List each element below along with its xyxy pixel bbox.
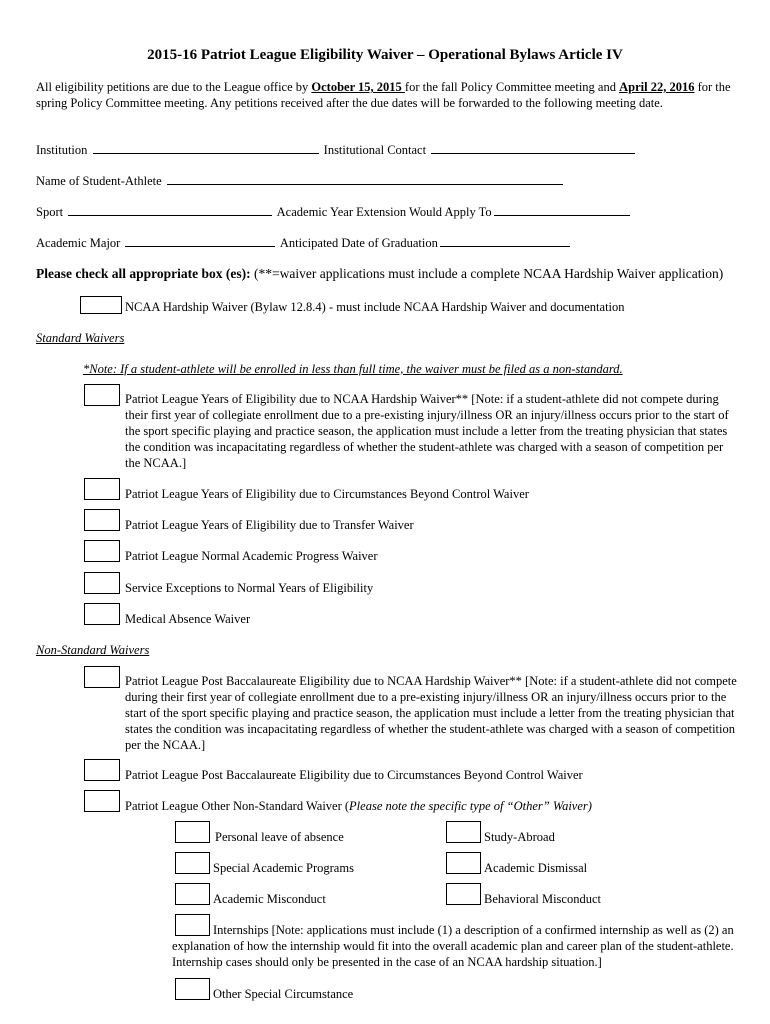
nonstandard-waivers-heading: Non-Standard Waivers	[36, 643, 150, 657]
other-special-label: Other Special Circumstance	[213, 987, 354, 1001]
year-extension-field[interactable]	[494, 203, 630, 216]
document-title: 2015-16 Patriot League Eligibility Waiver – Operational Bylaws Article IV	[147, 47, 623, 63]
personal-leave-checkbox[interactable]	[175, 821, 210, 843]
standard-waivers-heading: Standard Waivers	[36, 331, 125, 345]
sport-label: Sport	[36, 205, 64, 219]
institution-row	[36, 141, 637, 158]
std-service-exceptions-label: Service Exceptions to Normal Years of Eligibility	[125, 581, 374, 595]
fall-due-date: October 15, 2015	[311, 80, 405, 94]
sport-field[interactable]	[68, 203, 272, 216]
special-programs-checkbox[interactable]	[175, 852, 210, 874]
other-label-italic: Please note the specific type of “Other” Waiver)	[349, 799, 592, 813]
std-academic-progress-checkbox[interactable]	[84, 540, 120, 562]
study-abroad-checkbox[interactable]	[446, 821, 481, 843]
nonstd-beyond-control-label: Patriot League Post Baccalaureate Eligibility due to Circumstances Beyond Control Waiver	[125, 768, 583, 782]
major-label: Academic Major	[36, 236, 121, 250]
other-special-checkbox[interactable]	[175, 978, 210, 1000]
study-abroad-label: Study-Abroad	[484, 830, 555, 844]
std-beyond-control-checkbox[interactable]	[84, 478, 120, 500]
student-name-row	[36, 172, 565, 189]
std-medical-absence-label: Medical Absence Waiver	[125, 612, 251, 626]
nonstd-beyond-control-checkbox[interactable]	[84, 759, 120, 781]
intro-text-3: for the spring Policy Committee meeting. Any petitions received after the due dates will be forwarded to the following meeting date.	[36, 80, 731, 110]
internships-label: Internships [Note: applications must include (1) a description of a confirmed internship as well as (2) an explanation of how the internship would fit into the overall academic plan and career plan of the student-athlete. Internship cases should only be presented in the case of an NCAA hardship situation.]	[172, 923, 734, 969]
spring-due-date: April 22, 2016	[619, 80, 695, 94]
major-row	[36, 234, 572, 251]
academic-dismissal-checkbox[interactable]	[446, 852, 481, 874]
institutional-contact-label: Institutional Contact	[323, 143, 427, 157]
major-field[interactable]	[125, 234, 275, 247]
institution-field[interactable]	[93, 141, 319, 154]
ncaa-hardship-label: NCAA Hardship Waiver (Bylaw 12.8.4) - must include NCAA Hardship Waiver and documentation	[125, 300, 625, 314]
institution-label: Institution	[36, 143, 88, 157]
std-service-exceptions-checkbox[interactable]	[84, 572, 120, 594]
behavioral-misconduct-checkbox[interactable]	[446, 883, 481, 905]
intro-text-2: for the fall Policy Committee meeting and	[404, 80, 620, 94]
ncaa-hardship-checkbox[interactable]	[80, 296, 122, 314]
intro-paragraph	[36, 79, 736, 111]
std-transfer-checkbox[interactable]	[84, 509, 120, 531]
student-name-field[interactable]	[167, 172, 563, 185]
std-transfer-label: Patriot League Years of Eligibility due to Transfer Waiver	[125, 518, 414, 532]
personal-leave-label: Personal leave of absence	[215, 830, 344, 844]
intro-text-1: All eligibility petitions are due to the League office by	[36, 80, 312, 94]
sport-row	[36, 203, 632, 220]
check-instruction-rest: (**=waiver applications must include a complete NCAA Hardship Waiver application)	[250, 266, 724, 281]
special-programs-label: Special Academic Programs	[213, 861, 354, 875]
student-name-label: Name of Student-Athlete	[36, 174, 162, 188]
std-hardship-label: Patriot League Years of Eligibility due to NCAA Hardship Waiver** [Note: if a student-athlete did not compete during their first year of collegiate enrollment due to a pre-existing injury/illness OR an injury/illness occurs prior to the start of the sport specific playing and practice season, the application must include a letter from the treating physician that states the condition was incapacitating regardless of whether the student-athlete was charged with a season of competition per the NCAA.]	[125, 392, 729, 470]
check-instruction-bold: Please check all appropriate box (es):	[36, 266, 251, 281]
std-academic-progress-label: Patriot League Normal Academic Progress Waiver	[125, 549, 378, 563]
academic-misconduct-checkbox[interactable]	[175, 883, 210, 905]
std-hardship-checkbox[interactable]	[84, 384, 120, 406]
std-medical-absence-checkbox[interactable]	[84, 603, 120, 625]
other-label-text: Patriot League Other Non-Standard Waiver (	[125, 799, 350, 813]
nonstd-hardship-label: Patriot League Post Baccalaureate Eligibility due to NCAA Hardship Waiver** [Note: if a student-athlete did not compete during their first year of collegiate enrollment due to a pre-existing injury/illness OR an injury/illness occurs prior to the start of the sport specific playing and practice season, the application must include a letter from the treating physician that states the condition was incapacitating regardless of whether the student-athlete was charged with a season of competition per the NCAA.]	[125, 674, 737, 752]
nonstd-hardship-checkbox[interactable]	[84, 666, 120, 688]
std-beyond-control-label: Patriot League Years of Eligibility due to Circumstances Beyond Control Waiver	[125, 487, 529, 501]
behavioral-misconduct-label: Behavioral Misconduct	[484, 892, 601, 906]
year-extension-label: Academic Year Extension Would Apply To	[276, 205, 492, 219]
check-instruction	[36, 266, 736, 282]
academic-misconduct-label: Academic Misconduct	[213, 892, 326, 906]
nonstd-other-label	[125, 798, 592, 814]
graduation-label: Anticipated Date of Graduation	[279, 236, 438, 250]
graduation-field[interactable]	[440, 234, 570, 247]
standard-note: *Note: If a student-athlete will be enrolled in less than full time, the waiver must be filed as a non-standard.	[83, 362, 623, 376]
nonstd-other-checkbox[interactable]	[84, 790, 120, 812]
academic-dismissal-label: Academic Dismissal	[484, 861, 588, 875]
institutional-contact-field[interactable]	[431, 141, 635, 154]
